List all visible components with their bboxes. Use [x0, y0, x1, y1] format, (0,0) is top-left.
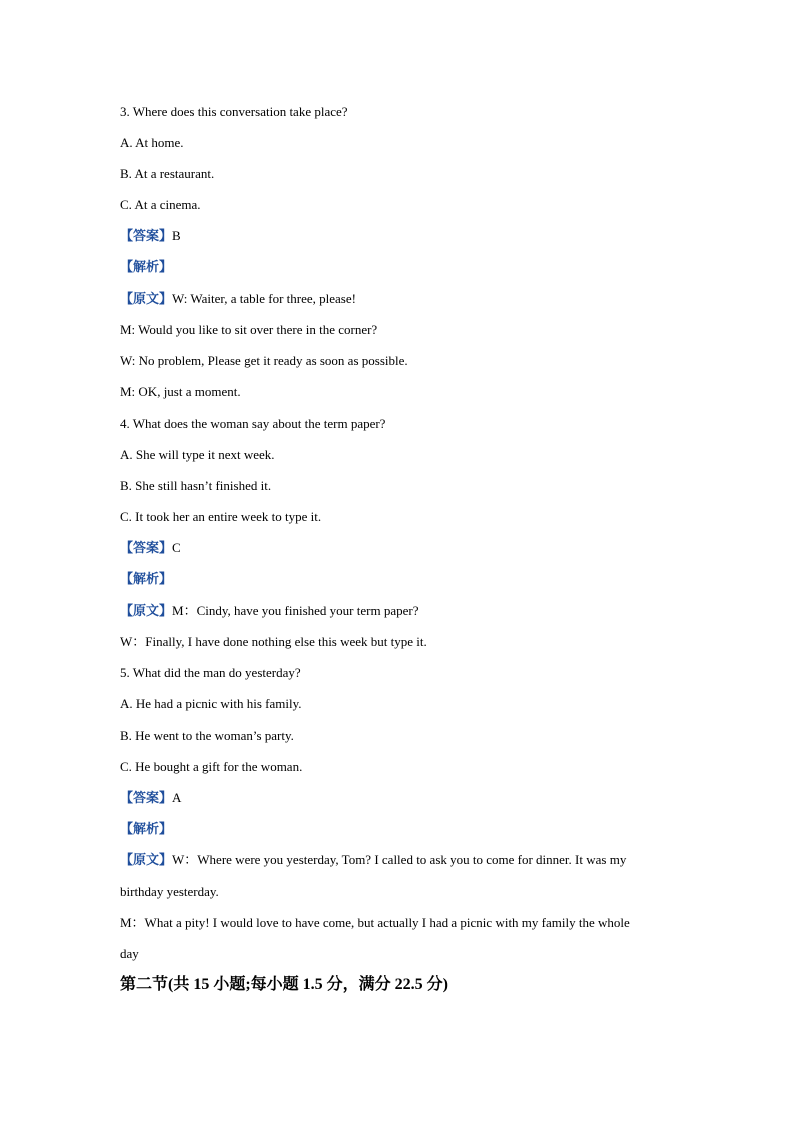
- q4-answer: C: [172, 540, 181, 555]
- q4-transcript-row: [120, 603, 418, 619]
- q4-option-c: C. It took her an entire week to type it.: [120, 509, 322, 524]
- q5-analysis-row: [120, 821, 172, 837]
- q4-transcript-line: W：Finally, I have done nothing else this week but type it.: [120, 634, 427, 649]
- transcript-tag: 【原文】: [120, 852, 173, 867]
- answer-tag: 【答案】: [120, 540, 173, 555]
- answer-tag: 【答案】: [120, 790, 173, 805]
- q5-transcript-line: M：What a pity! I would love to have come, but actually I had a picnic with my family the whole: [120, 915, 630, 930]
- q3-option-c: C. At a cinema.: [120, 197, 201, 212]
- section-heading: 第二节(共 15 小题;每小题 1.5 分，满分 22.5 分): [120, 976, 448, 993]
- q3-transcript-line: W: Waiter, a table for three, please!: [172, 291, 356, 306]
- q5-answer: A: [172, 790, 182, 805]
- transcript-tag: 【原文】: [120, 603, 173, 618]
- q4-transcript-line: M：Cindy, have you finished your term paper?: [172, 603, 419, 618]
- q5-transcript-row: [120, 852, 626, 868]
- q5-answer-row: [120, 790, 181, 806]
- q3-analysis-row: [120, 259, 172, 275]
- q3-answer: B: [172, 228, 181, 243]
- q5-option-b: B. He went to the woman’s party.: [120, 728, 294, 743]
- q3-transcript-line: M: Would you like to sit over there in the corner?: [120, 322, 378, 337]
- q3-question: 3. Where does this conversation take place?: [120, 104, 348, 119]
- transcript-tag: 【原文】: [120, 291, 173, 306]
- q5-transcript-line: day: [120, 946, 139, 961]
- q4-option-a: A. She will type it next week.: [120, 447, 275, 462]
- q3-transcript-line: M: OK, just a moment.: [120, 384, 241, 399]
- q3-transcript-line: W: No problem, Please get it ready as soon as possible.: [120, 353, 408, 368]
- q5-transcript-line: W：Where were you yesterday, Tom? I called to ask you to come for dinner. It was my: [172, 852, 627, 867]
- q5-option-a: A. He had a picnic with his family.: [120, 696, 302, 711]
- q5-option-c: C. He bought a gift for the woman.: [120, 759, 303, 774]
- q3-option-b: B. At a restaurant.: [120, 166, 215, 181]
- answer-tag: 【答案】: [120, 228, 173, 243]
- q3-answer-row: [120, 228, 181, 244]
- analysis-tag: 【解析】: [120, 259, 173, 274]
- analysis-tag: 【解析】: [120, 821, 173, 836]
- q3-transcript-row: [120, 291, 356, 307]
- q5-question: 5. What did the man do yesterday?: [120, 665, 301, 680]
- analysis-tag: 【解析】: [120, 571, 173, 586]
- q3-option-a: A. At home.: [120, 135, 184, 150]
- q4-question: 4. What does the woman say about the term paper?: [120, 416, 386, 431]
- q4-option-b: B. She still hasn’t finished it.: [120, 478, 272, 493]
- q4-analysis-row: [120, 571, 172, 587]
- q5-transcript-line: birthday yesterday.: [120, 884, 219, 899]
- q4-answer-row: [120, 540, 181, 556]
